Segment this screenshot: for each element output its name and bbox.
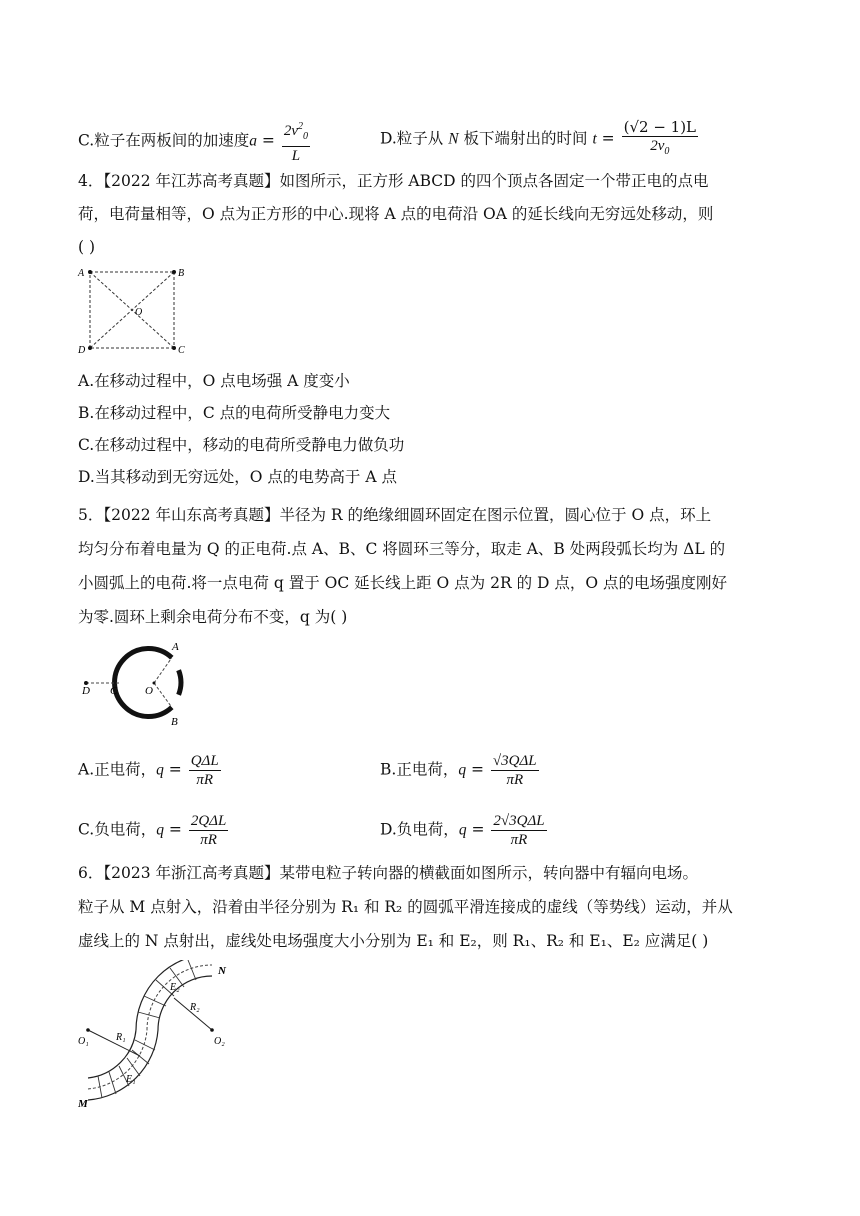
- q5-option-d-label: D.负电荷，: [380, 820, 459, 839]
- q5-option-a-denominator: πR: [196, 772, 214, 788]
- q5-option-d-fraction: [491, 812, 546, 849]
- q5-option-a-numerator: QΔL: [190, 753, 219, 769]
- q5-option-c-label: C.负电荷，: [78, 820, 157, 839]
- q5-option-d-numerator: 2√3QΔL: [493, 813, 545, 829]
- q4-option-d[interactable]: D.当其移动到无穷远处，O 点的电势高于 A 点: [78, 468, 397, 486]
- q5-label-o: O: [145, 685, 153, 697]
- q5-option-b-label: B.正电荷，: [380, 760, 459, 779]
- q3-option-c-text: C.粒子在两板间的加速度: [78, 131, 250, 150]
- q6-deflector-figure: [78, 960, 248, 1110]
- q4-stem-line1: 4．【2022 年江苏高考真题】如图所示，正方形 ABCD 的四个顶点各固定一个带正电的点电: [78, 172, 709, 190]
- q6-stem-line1: 6．【2023 年浙江高考真题】某带电粒子转向器的横截面如图所示，转向器中有辐向电场。: [78, 864, 698, 882]
- q6-label-n: N: [218, 965, 226, 977]
- q4-square-figure: [74, 262, 194, 358]
- q3-option-d-eq: =: [596, 129, 620, 148]
- q6-label-o2: O₂: [214, 1036, 225, 1047]
- q5-option-a-var: q: [156, 761, 164, 779]
- q4-label-a: A: [78, 268, 85, 279]
- q5-option-b-denominator: πR: [506, 772, 524, 788]
- q5-option-b-var: q: [458, 761, 467, 779]
- q3-option-c-eq: =: [257, 131, 280, 150]
- q5-stem-line2: 均匀分布着电量为 Q 的正电荷.点 A、B、C 将圆环三等分，取走 A、B 处两段弧长均为 ΔL 的: [78, 540, 726, 558]
- q3-option-d-fraction: [622, 118, 698, 161]
- q4-label-c: C: [178, 345, 185, 356]
- q4-option-b[interactable]: B.在移动过程中，C 点的电荷所受静电力变大: [78, 404, 391, 422]
- q5-stem-line3: 小圆弧上的电荷.将一点电荷 q 置于 OC 延长线上距 O 点为 2R 的 D 点，O 点的电场强度刚好: [78, 574, 727, 592]
- q6-label-e2: E₂: [170, 982, 180, 993]
- q5-option-b[interactable]: [380, 752, 541, 789]
- q5-label-c: C: [110, 685, 118, 697]
- q6-stem-line2: 粒子从 M 点射入，沿着由半径分别为 R₁ 和 R₂ 的圆弧平滑连接成的虚线（等势线）运动，并从: [78, 898, 733, 916]
- q5-option-d[interactable]: [380, 812, 549, 849]
- q4-label-d: D: [78, 345, 86, 356]
- q6-label-e1: E₁: [126, 1074, 136, 1085]
- q3-option-c-denominator: L: [291, 148, 301, 164]
- q5-option-d-denominator: πR: [510, 832, 528, 848]
- q5-option-a-eq: =: [163, 760, 187, 779]
- q6-label-m: M: [78, 1098, 88, 1110]
- q3-option-d-var: t: [592, 130, 597, 148]
- q3-option-d[interactable]: [380, 118, 700, 161]
- q4-option-a[interactable]: A.在移动过程中，O 点电场强 A 度变小: [78, 372, 350, 390]
- q5-option-b-numerator: √3QΔL: [492, 753, 537, 769]
- q5-label-a: A: [172, 641, 179, 653]
- q6-label-r1: R₁: [116, 1032, 126, 1043]
- q5-option-d-var: q: [458, 821, 467, 839]
- q5-option-d-eq: =: [466, 820, 490, 839]
- q6-stem-line3: 虚线上的 N 点射出，虚线处电场强度大小分别为 E₁ 和 E₂，则 R₁、R₂ 和 E₁、E₂ 应满足( ): [78, 932, 709, 950]
- q5-label-b: B: [171, 716, 178, 728]
- q3-option-d-text: D.粒子从: [380, 129, 449, 148]
- q5-option-a-fraction: [189, 752, 221, 789]
- q3-option-c-fraction: [282, 118, 310, 165]
- q6-label-o1: O₁: [78, 1036, 89, 1047]
- q6-label-r2: R₂: [190, 1002, 200, 1013]
- q4-label-o: O: [135, 307, 143, 318]
- q5-option-a[interactable]: [78, 752, 223, 789]
- q5-option-c-var: q: [156, 821, 164, 839]
- q3-option-c-var: a: [249, 132, 257, 150]
- q5-option-b-eq: =: [466, 760, 489, 779]
- q4-stem-line3: ( ): [78, 238, 96, 256]
- q5-label-d: D: [82, 685, 90, 697]
- q5-option-b-fraction: [491, 752, 539, 789]
- q3-option-c[interactable]: [78, 118, 312, 165]
- q5-ring-figure: [74, 636, 200, 728]
- q5-stem-line4: 为零.圆环上剩余电荷分布不变，q 为( ): [78, 608, 348, 626]
- q3-option-d-mid: 板下端射出的时间: [458, 129, 593, 148]
- q5-option-c-eq: =: [164, 820, 187, 839]
- q4-option-c[interactable]: C.在移动过程中，移动的电荷所受静电力做负功: [78, 436, 405, 454]
- q3-option-d-numerator: (√2 − 1)L: [623, 118, 697, 136]
- q5-option-c[interactable]: [78, 812, 230, 849]
- q4-stem-line2: 荷，电荷量相等，O 点为正方形的中心.现将 A 点的电荷沿 OA 的延长线向无穷远处移动，则: [78, 205, 714, 223]
- q5-stem-line1: 5．【2022 年山东高考真题】半径为 R 的绝缘细圆环固定在图示位置，圆心位于 O 点，环上: [78, 506, 712, 524]
- q3-option-d-n: N: [448, 130, 459, 148]
- q5-option-a-label: A.正电荷，: [78, 760, 157, 779]
- q3-option-d-denominator: $2v_0$: [650, 138, 670, 157]
- q3-option-c-numerator: $2v^2_0$: [282, 118, 310, 147]
- q5-option-c-fraction: [189, 812, 228, 849]
- q5-option-c-numerator: 2QΔL: [190, 813, 227, 829]
- q4-label-b: B: [178, 268, 185, 279]
- q5-option-c-denominator: πR: [200, 832, 217, 848]
